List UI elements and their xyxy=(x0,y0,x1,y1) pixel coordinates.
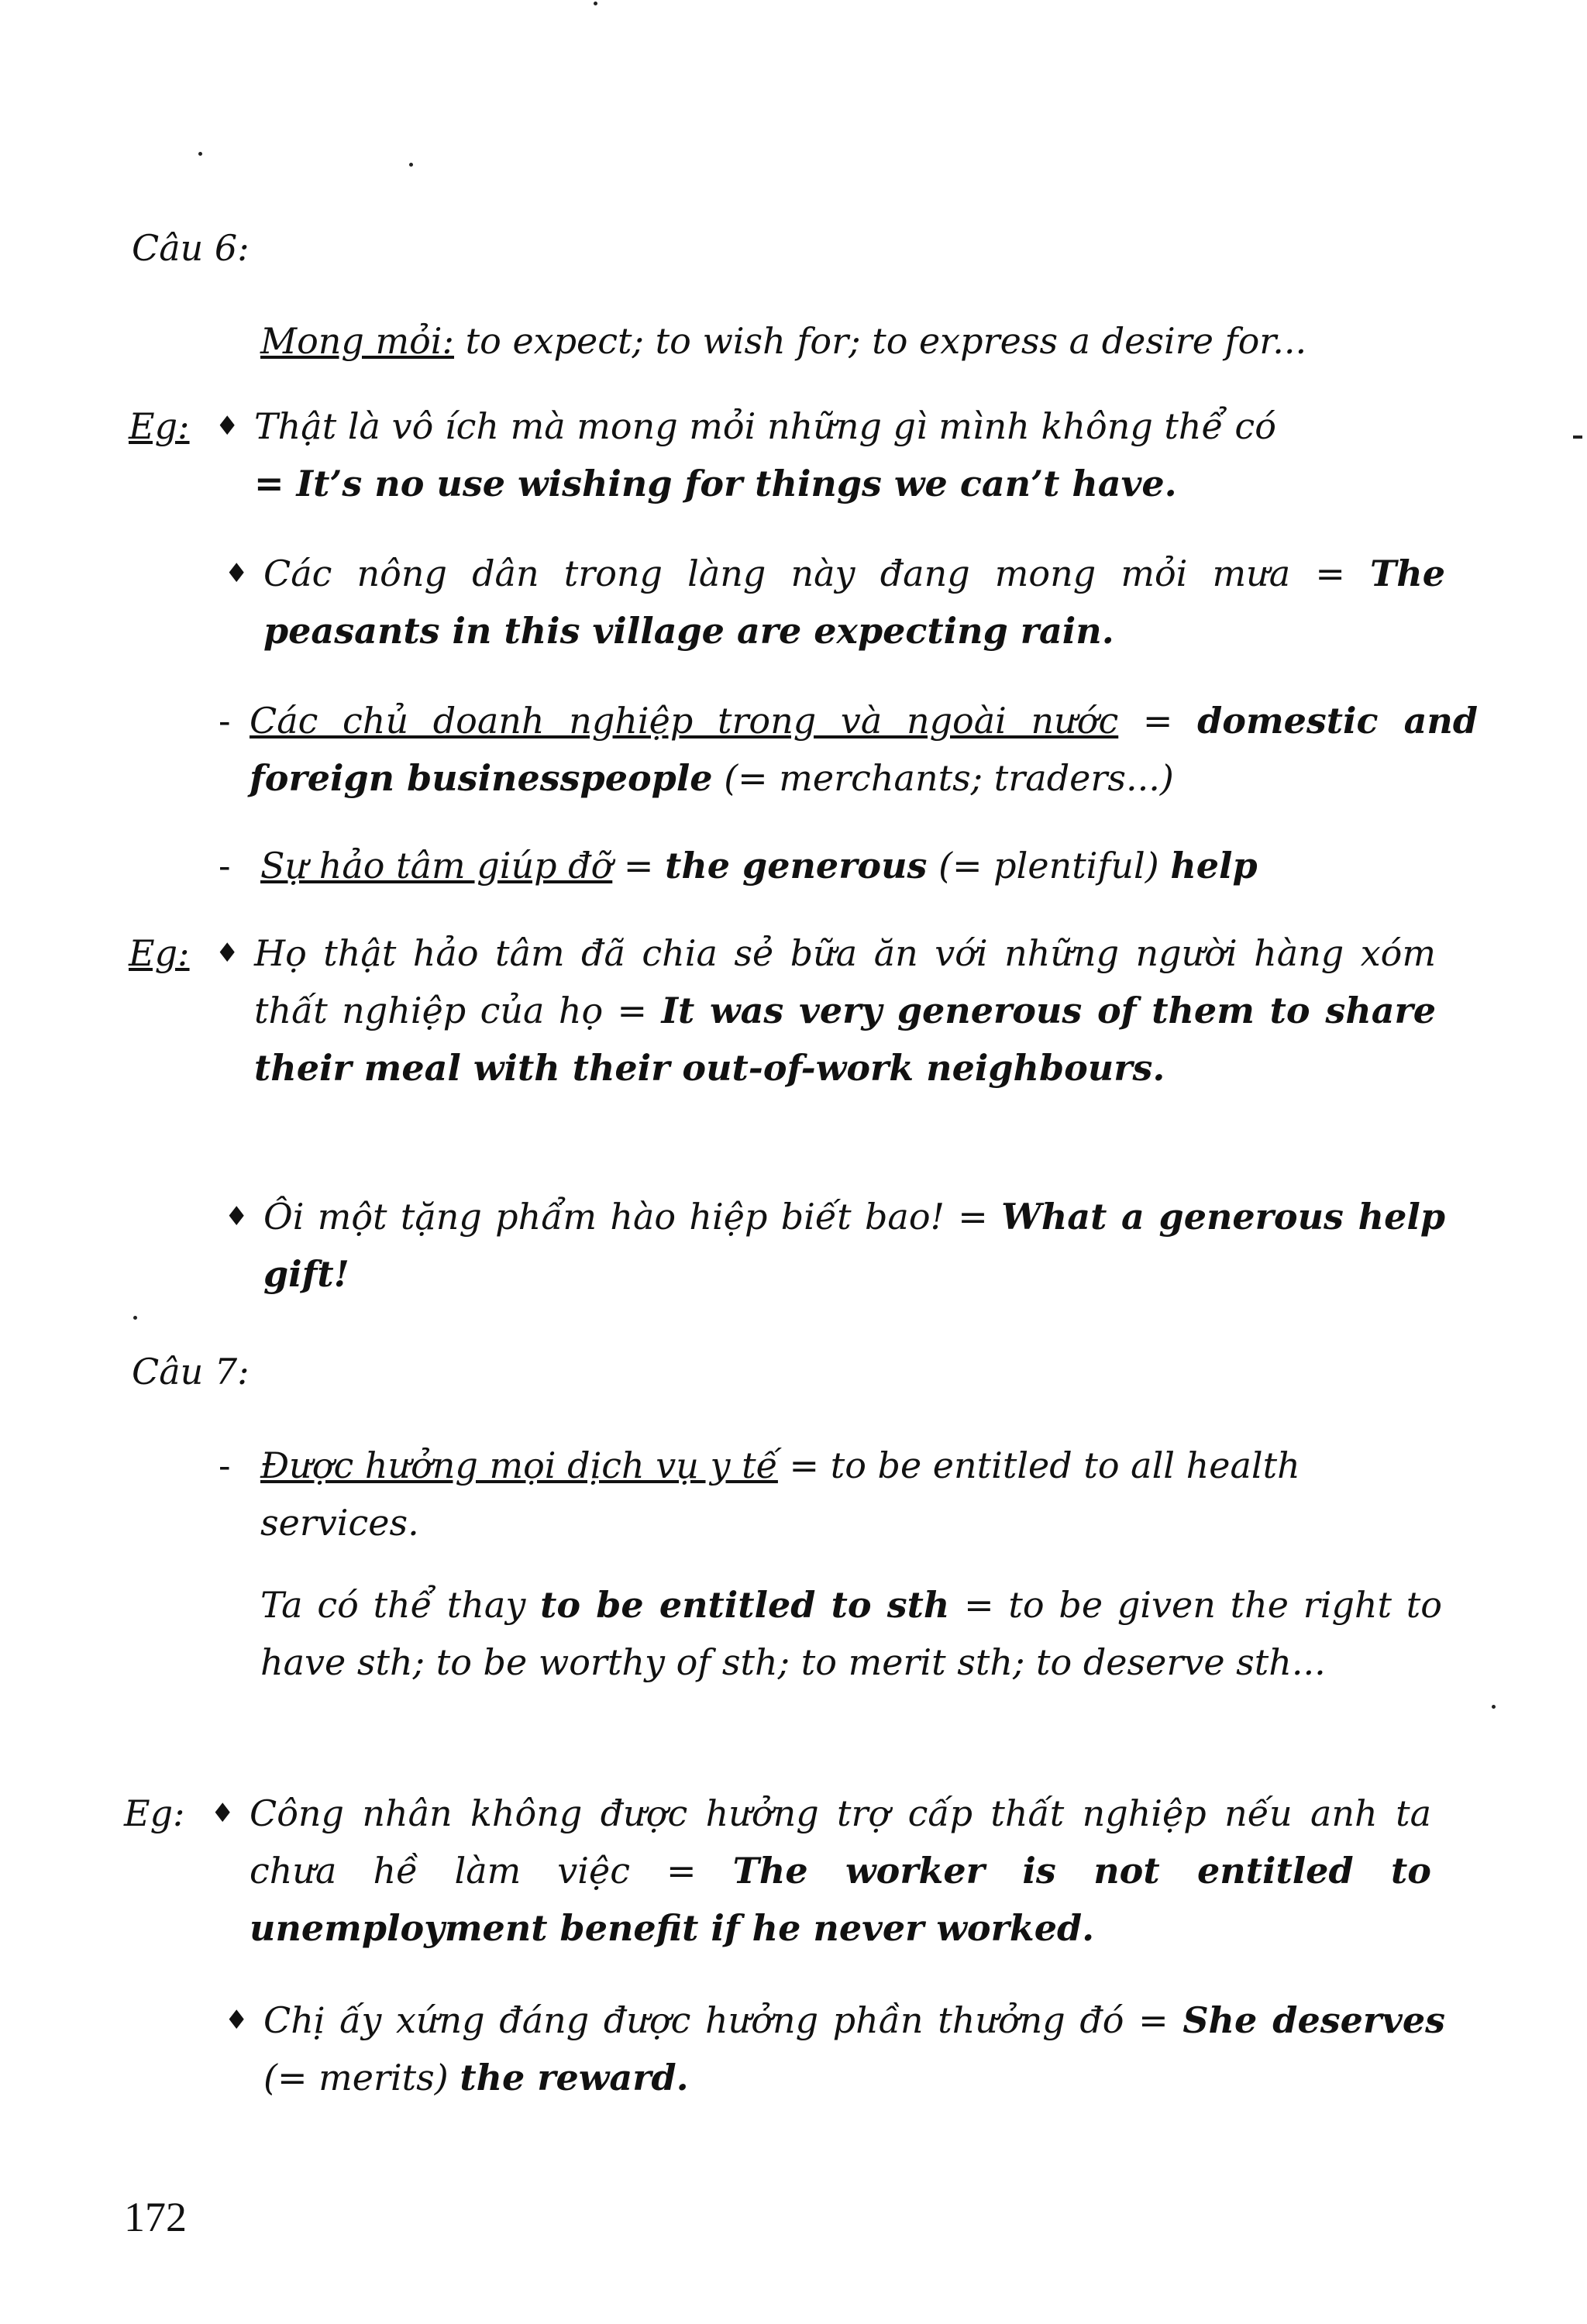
example-vietnamese: Công nhân không được hưởng trợ cấp thất nghiệp nếu anh ta chưa hề làm việc = xyxy=(250,1792,1431,1892)
scan-mark xyxy=(1573,436,1582,439)
example-label: Eg: xyxy=(129,405,190,447)
example-text xyxy=(254,924,1436,1097)
diamond-bullet-icon: ♦ xyxy=(225,558,249,589)
example-english: the reward. xyxy=(460,2057,689,2098)
vocab-english: help xyxy=(1170,845,1258,887)
example-text xyxy=(263,1188,1445,1303)
note-text: = to be given the right to have sth; to be worthy of sth; to merit sth; to deserve sth... xyxy=(260,1584,1442,1683)
example-label: Eg: xyxy=(129,932,190,974)
example-english: The peasants in this village are expecting rain. xyxy=(263,553,1445,652)
example-row xyxy=(124,1785,1431,1957)
dash-bullet: - xyxy=(219,700,231,742)
vocab-note: (= plentiful) xyxy=(927,845,1171,887)
diamond-bullet-icon: ♦ xyxy=(225,2005,249,2036)
vocab-item xyxy=(219,1437,1446,1551)
diamond-bullet-icon: ♦ xyxy=(215,411,239,442)
example-english: What a generous help gift! xyxy=(263,1196,1445,1295)
example-vietnamese: Họ thật hảo tâm đã chia sẻ bữa ăn với những người hàng xóm thất nghiệp của họ = xyxy=(254,932,1436,1031)
example-row xyxy=(225,1188,1445,1303)
example-english: She deserves xyxy=(1183,1999,1445,2041)
scan-speck xyxy=(409,163,413,167)
example-english: The worker is not entitled to unemployment benefit if he never worked. xyxy=(250,1850,1431,1949)
diamond-bullet-icon: ♦ xyxy=(211,1798,235,1829)
example-text xyxy=(250,1785,1431,1957)
vocab-term: Được hưởng mọi dịch vụ y tế xyxy=(260,1444,778,1486)
vocab-text xyxy=(250,692,1478,807)
note-text: Ta có thể thay xyxy=(260,1584,541,1626)
scan-speck xyxy=(1492,1705,1496,1709)
dash-bullet: - xyxy=(219,845,231,887)
example-note: (= merits) xyxy=(263,2057,460,2098)
example-vietnamese: Các nông dân trong làng này đang mong mỏi mưa = xyxy=(263,553,1371,594)
example-vietnamese: Ôi một tặng phẩm hào hiệp biết bao! = xyxy=(263,1196,1002,1238)
section-heading-cau-7: Câu 7: xyxy=(132,1351,250,1393)
example-vietnamese: Thật là vô ích mà mong mỏi những gì mình không thể có xyxy=(254,405,1276,447)
vocab-term: Sự hảo tâm giúp đỡ xyxy=(260,845,613,887)
example-row xyxy=(129,398,1436,512)
example-row xyxy=(225,1992,1445,2106)
dash-bullet: - xyxy=(219,1444,231,1486)
vocab-item xyxy=(219,837,1477,894)
example-label: Eg: xyxy=(124,1792,185,1834)
vocab-text xyxy=(260,837,1477,894)
note-phrase: to be entitled to sth xyxy=(540,1584,950,1626)
example-text xyxy=(263,545,1445,659)
vocab-term: Các chủ doanh nghiệp trong và ngoài nước xyxy=(250,700,1119,742)
example-text xyxy=(263,1992,1445,2106)
vocab-item xyxy=(219,692,1478,807)
usage-note xyxy=(260,1576,1442,1691)
vocab-english: = to be entitled to all health services. xyxy=(260,1444,1300,1544)
vocab-note: (= merchants; traders...) xyxy=(712,757,1174,799)
definition-mong-moi xyxy=(260,312,1442,370)
vocab-text xyxy=(260,1437,1446,1551)
diamond-bullet-icon: ♦ xyxy=(225,1201,249,1232)
page-number: 172 xyxy=(124,2194,187,2240)
definition-text: to expect; to wish for; to express a desire for... xyxy=(454,320,1307,362)
scan-speck xyxy=(594,2,597,5)
example-row xyxy=(225,545,1445,659)
scan-speck xyxy=(133,1316,137,1320)
equals-sign: = xyxy=(612,845,666,887)
scan-speck xyxy=(198,152,202,156)
vocab-english: domestic and foreign businesspeople xyxy=(250,700,1478,799)
section-heading-cau-6: Câu 6: xyxy=(132,227,250,269)
diamond-bullet-icon: ♦ xyxy=(215,938,239,969)
term-mong-moi: Mong mỏi: xyxy=(260,320,455,362)
example-english: It was very generous of them to share their meal with their out-of-work neighbours. xyxy=(254,990,1437,1089)
vocab-english: the generous xyxy=(665,845,928,887)
example-text xyxy=(254,398,1436,512)
example-english: = It’s no use wishing for things we can’t have. xyxy=(254,463,1177,504)
example-vietnamese: Chị ấy xứng đáng được hưởng phần thưởng đó = xyxy=(263,1999,1183,2041)
equals-sign: = xyxy=(1118,700,1198,742)
example-row xyxy=(129,924,1436,1097)
